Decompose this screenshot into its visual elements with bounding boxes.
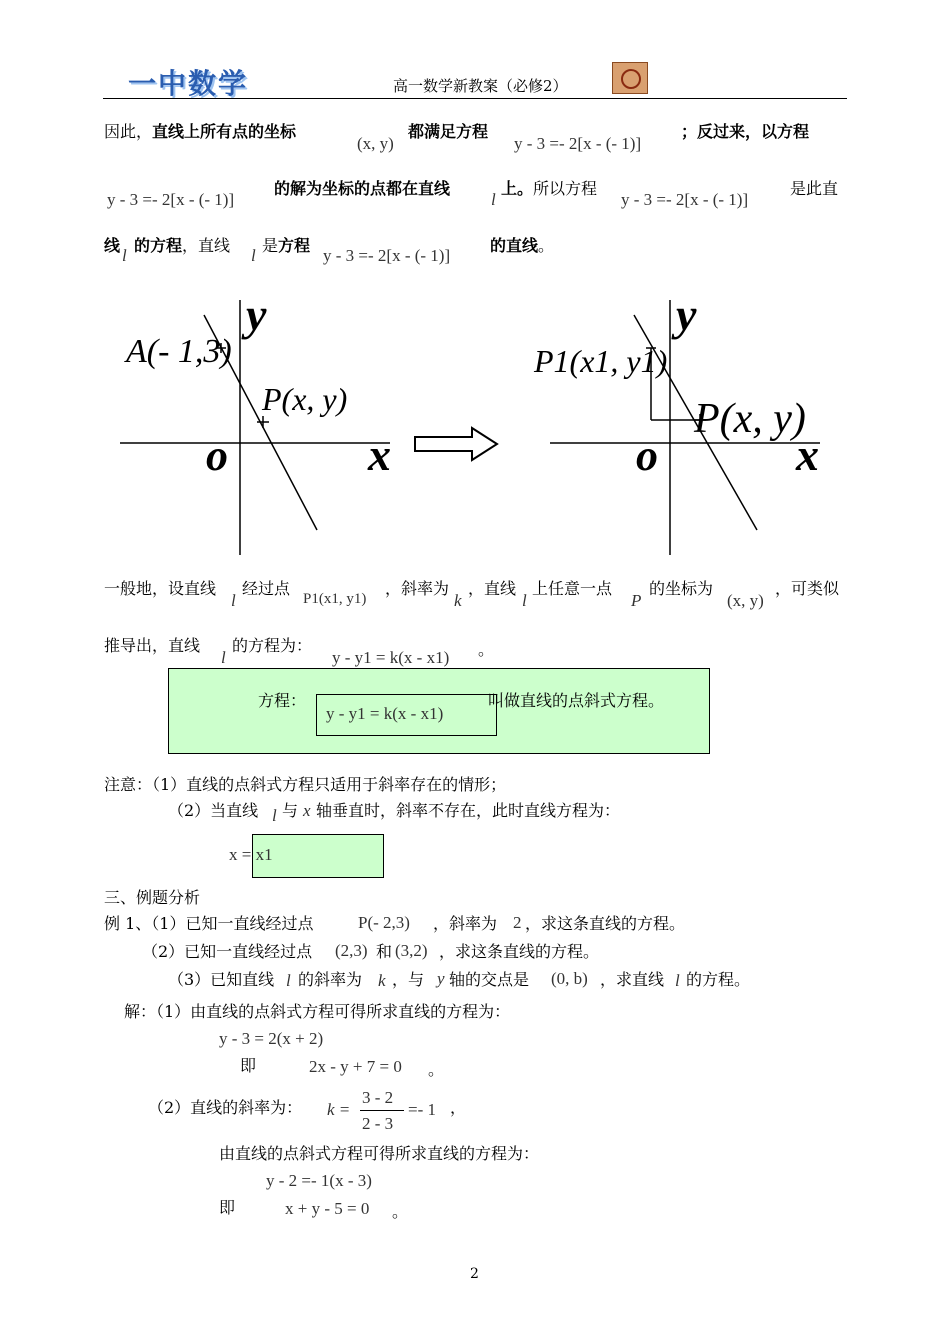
school-seal-icon [612,62,648,94]
solution-line1: 解：（1）由直线的点斜式方程可得所求直线的方程为： [124,1002,511,1021]
text: 是此直 [790,179,839,198]
figures [0,280,950,570]
math: y - 3 =- 2[x - (- 1)] [621,190,749,209]
math: y - 3 =- 2[x - (- 1)] [107,190,235,209]
header-title: 高一数学新教案（必修2） [393,77,568,95]
text: 的解为坐标的点都在直线 [274,179,451,198]
math: l [231,591,236,610]
math: k [378,971,386,990]
text: 。 [478,640,495,659]
solution-line3: 由直线的点斜式方程可得所求直线的方程为： [219,1144,540,1163]
text: 轴的交点是 [449,970,530,989]
math: y - 3 = 2(x + 2) [219,1029,324,1048]
text: 轴垂直时，斜率不存在，此时直线方程为： [316,801,621,820]
text [134,236,230,256]
text: 所以方程 [533,179,598,198]
text: 方程 [278,236,311,255]
box-suffix: 叫做直线的点斜式方程。 [488,691,665,710]
arrow-right-icon [415,428,497,460]
point-p-label: P(x, y) [694,396,806,442]
math: y - 3 =- 2[x - (- 1)] [323,246,451,265]
math: P [631,591,642,610]
text: 上任意一点 [532,579,613,598]
text: ，斜率为 [433,914,498,933]
text: 与 [282,801,299,820]
text: 因此， [104,122,153,141]
point-a-label: A(- 1,3) [126,333,232,370]
math: l [221,648,226,667]
origin-label: o [636,431,658,480]
math: y [437,969,445,988]
math: y - 2 =- 1(x - 3) [266,1171,372,1190]
text: 即 [240,1056,257,1075]
vertical-line-formula: x = x1 [229,845,273,864]
math: y - y1 = k(x - x1) [332,648,450,667]
text: ，与 [392,970,425,989]
text: 即 [219,1198,236,1217]
fraction-numerator: 3 - 2 [362,1088,394,1107]
text: 的斜率为 [298,970,363,989]
math: (3,2) [395,941,428,960]
math: l [675,971,680,990]
math: =- 1 [408,1100,436,1119]
math: l [286,971,291,990]
box-formula: y - y1 = k(x - x1) [326,704,444,723]
text: 的直线 [490,236,539,255]
page-number: 2 [470,1266,479,1282]
text: ，求这条直线的方程。 [439,942,600,961]
text [490,236,554,256]
text: 都满足方程 [408,122,489,141]
text: 经过点 [242,579,291,598]
math: (2,3) [335,941,368,960]
text: ；反过来，以方程 [681,122,810,141]
section-title: 三、例题分析 [104,888,201,907]
text: （2）已知一直线经过点 [142,942,313,961]
text: ，求这条直线的方程。 [525,914,686,933]
math: x + y - 5 = 0 [285,1199,370,1218]
math: l [122,246,127,265]
math: (x, y) [727,591,764,610]
y-axis-label: y [676,289,697,340]
text: 例 1、（1）已知一直线经过点 [104,914,314,933]
point-p-label: P(x, y) [262,381,348,417]
math: (0, b) [551,969,588,988]
origin-label: o [206,431,228,480]
math: y - 3 =- 2[x - (- 1)] [514,134,642,153]
text: 的方程为： [232,636,313,655]
text: 上。 [501,179,534,198]
text: ，斜率为 [385,579,450,598]
header-rule [103,98,847,99]
text: 的方程 [134,236,183,255]
math: l [491,190,496,209]
text: 的坐标为 [649,579,714,598]
math: l [522,591,527,610]
math: k [454,591,462,610]
fraction-denominator: 2 - 3 [362,1114,394,1133]
math: P1(x1, y1) [303,591,367,607]
math: P(- 2,3) [358,913,410,932]
text: ， [450,1098,467,1117]
text: 和 [376,942,393,961]
text [501,179,597,199]
text: 推导出，直线 [104,636,201,655]
text: 。 [392,1202,409,1221]
text: ，直线 [468,579,517,598]
text: （2）当直线 [168,801,259,820]
note-line1: 注意：（1）直线的点斜式方程只适用于斜率存在的情形； [104,775,507,794]
p1-line1 [104,122,296,142]
text: 的方程。 [686,970,751,989]
text: （2）直线的斜率为： [148,1098,303,1117]
math: (x, y) [357,134,394,153]
text: 是 [262,236,279,255]
math: 2x - y + 7 = 0 [309,1057,402,1076]
logo: 一中数学 [128,67,249,100]
math: l [272,806,277,825]
text: 直线上所有点的坐标 [152,122,297,141]
text: 线 [104,236,121,255]
text: 。 [428,1060,445,1079]
math: l [251,246,256,265]
y-axis-label: y [246,289,267,340]
math: 2 [513,913,522,932]
text: 一般地，设直线 [104,579,217,598]
text [262,236,310,256]
text: ，可类似 [775,579,840,598]
x-axis-label: x [368,429,391,480]
text: 。 [538,236,555,255]
x-axis-label: x [796,429,819,480]
text: ，直线 [182,236,231,255]
point-p1-label: P1(x1, y1) [534,343,668,379]
text: （3）已知直线 [168,970,275,989]
box-label: 方程： [258,691,307,710]
math: k = [327,1100,351,1119]
math: x [303,801,311,820]
text: ，求直线 [600,970,665,989]
fraction-bar [360,1110,404,1111]
